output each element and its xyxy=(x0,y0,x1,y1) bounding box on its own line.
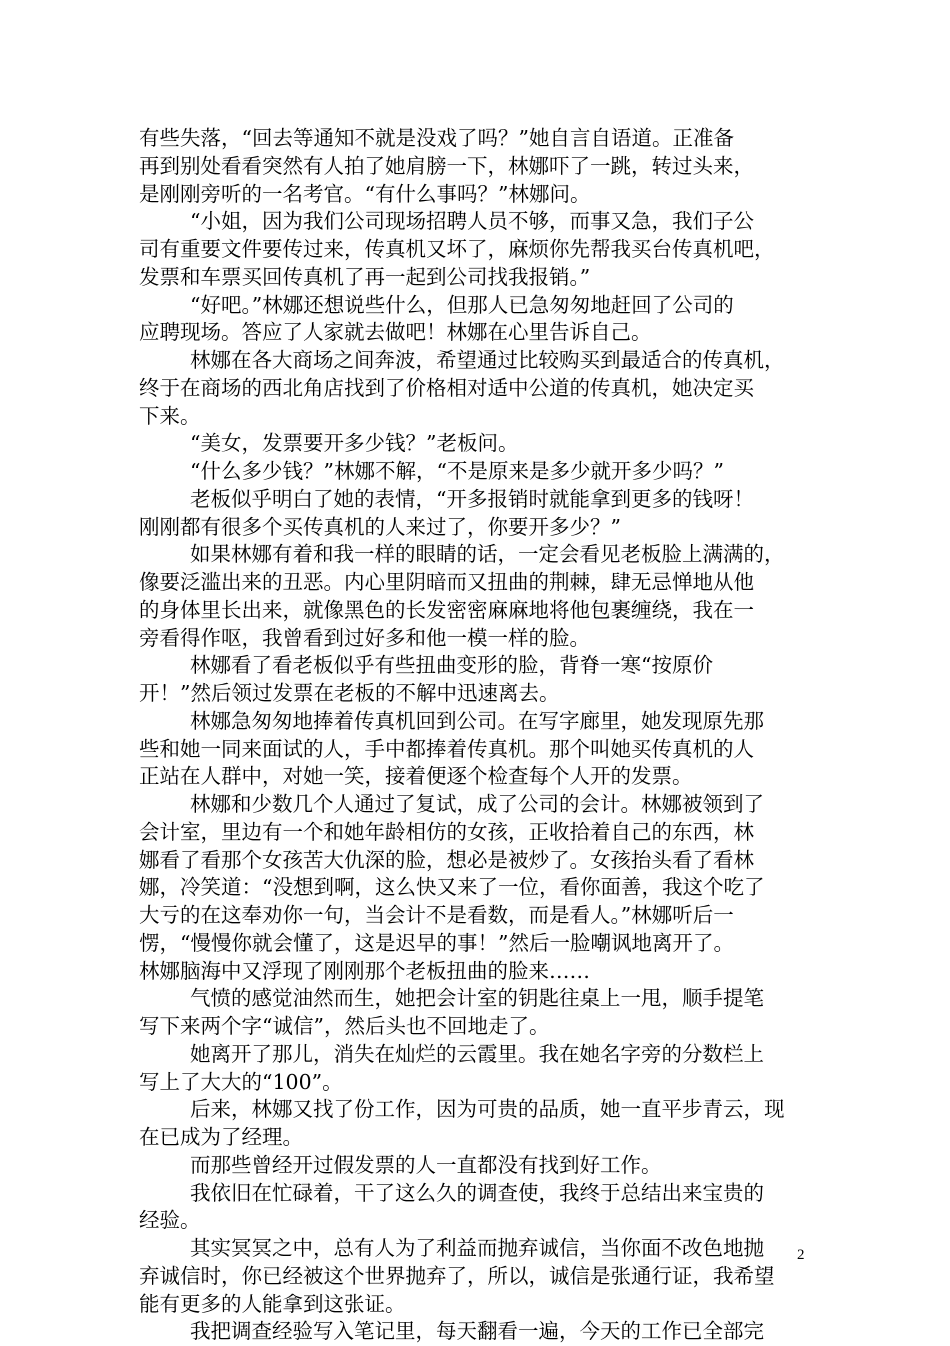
text-line: 气愤的感觉油然而生，她把会计室的钥匙往桌上一甩，顺手提笔 xyxy=(190,986,764,1011)
text-line: “好吧。”林娜还想说些什么，但那人已急匆匆地赶回了公司的 xyxy=(190,292,734,317)
text-line: 再到别处看看突然有人拍了她肩膀一下，林娜吓了一跳，转过头来， xyxy=(139,153,754,178)
text-line: “美女，发票要开多少钱？”老板问。 xyxy=(190,431,519,456)
text-line: 旁看得作呕，我曾看到过好多和他一模一样的脸。 xyxy=(139,625,590,650)
text-line: 后来，林娜又找了份工作，因为可贵的品质，她一直平步青云，现 xyxy=(190,1097,785,1122)
story-body-text xyxy=(139,125,817,1346)
text-line: 开！”然后领过发票在老板的不解中迅速离去。 xyxy=(139,681,560,705)
text-line: 老板似乎明白了她的表情，“开多报销时就能拿到更多的钱呀！ xyxy=(190,486,754,511)
text-line: 下来。 xyxy=(139,403,201,428)
text-line: 弃诚信时，你已经被这个世界抛弃了，所以，诚信是张通行证，我希望 xyxy=(139,1263,775,1288)
text-line: 刚刚都有很多个买传真机的人来过了，你要开多少？” xyxy=(139,514,621,539)
page-number: 2 xyxy=(797,1247,805,1263)
text-line: 愣，“慢慢你就会懂了，这是迟早的事！”然后一脸嘲讽地离开了。 xyxy=(139,930,734,955)
text-line: 林娜脑海中又浮现了刚刚那个老板扭曲的脸来…… xyxy=(139,958,590,983)
text-line: 些和她一同来面试的人，手中都捧着传真机。那个叫她买传真机的人 xyxy=(139,736,754,761)
text-line: 写下来两个字“诚信”，然后头也不回地走了。 xyxy=(139,1014,550,1038)
text-line: 有些失落，“回去等通知不就是没戏了吗？”她自言自语道。正准备 xyxy=(139,126,734,150)
text-line: 如果林娜有着和我一样的眼睛的话，一定会看见老板脸上满满的， xyxy=(190,542,785,567)
text-line: 发票和车票买回传真机了再一起到公司找我报销。” xyxy=(139,264,591,289)
text-line: “什么多少钱？”林娜不解，“不是原来是多少就开多少吗？” xyxy=(190,459,724,483)
text-line: 其实冥冥之中，总有人为了利益而抛弃诚信，当你面不改色地抛 xyxy=(190,1236,764,1260)
text-line: 能有更多的人能拿到这张证。 xyxy=(139,1291,406,1316)
text-line: 林娜看了看老板似乎有些扭曲变形的脸，背脊一寒“按原价 xyxy=(190,653,713,678)
text-line: “小姐，因为我们公司现场招聘人员不够，而事又急，我们子公 xyxy=(190,209,754,234)
text-line: 林娜急匆匆地捧着传真机回到公司。在写字廊里，她发现原先那 xyxy=(190,708,764,733)
text-line: 写上了大大的“100”。 xyxy=(139,1069,343,1094)
text-line: 的身体里长出来，就像黑色的长发密密麻麻地将他包裹缠绕，我在一 xyxy=(139,597,754,622)
text-line: 终于在商场的西北角店找到了价格相对适中公道的传真机，她决定买 xyxy=(139,375,754,400)
text-line: 我依旧在忙碌着，干了这么久的调查使，我终于总结出来宝贵的 xyxy=(190,1180,764,1205)
text-line: 是刚刚旁听的一名考官。“有什么事吗？”林娜问。 xyxy=(139,181,591,206)
text-line: 在已成为了经理。 xyxy=(139,1125,303,1149)
text-line: 大亏的在这奉劝你一句，当会计不是看数，而是看人。”林娜听后一 xyxy=(139,903,734,927)
text-line: 娜看了看那个女孩苦大仇深的脸，想必是被炒了。女孩抬头看了看林 xyxy=(139,847,754,872)
text-line: 像要泛滥出来的丑恶。内心里阴暗而又扭曲的荆棘，肆无忌惮地从他 xyxy=(139,570,754,594)
text-line: 林娜在各大商场之间奔波，希望通过比较购买到最适合的传真机， xyxy=(190,348,785,372)
text-line: 娜，冷笑道：“没想到啊，这么快又来了一位，看你面善，我这个吃了 xyxy=(139,875,765,900)
text-line: 林娜和少数几个人通过了复试，成了公司的会计。林娜被领到了 xyxy=(190,792,764,816)
text-line: 我把调查经验写入笔记里，每天翻看一遍，今天的工作已全部完 xyxy=(190,1319,764,1344)
text-line: 会计室，里边有一个和她年龄相仿的女孩，正收拾着自己的东西，林 xyxy=(139,819,754,844)
text-line: 经验。 xyxy=(139,1208,201,1233)
text-line: 正站在人群中，对她一笑，接着便逐个检查每个人开的发票。 xyxy=(139,764,693,789)
text-line: 应聘现场。答应了人家就去做吧！林娜在心里告诉自己。 xyxy=(139,320,652,345)
text-line: 司有重要文件要传过来，传真机又坏了，麻烦你先帮我买台传真机吧， xyxy=(139,237,775,261)
text-line: 她离开了那儿，消失在灿烂的云霞里。我在她名字旁的分数栏上 xyxy=(190,1041,764,1066)
text-line: 而那些曾经开过假发票的人一直都没有找到好工作。 xyxy=(190,1152,662,1177)
